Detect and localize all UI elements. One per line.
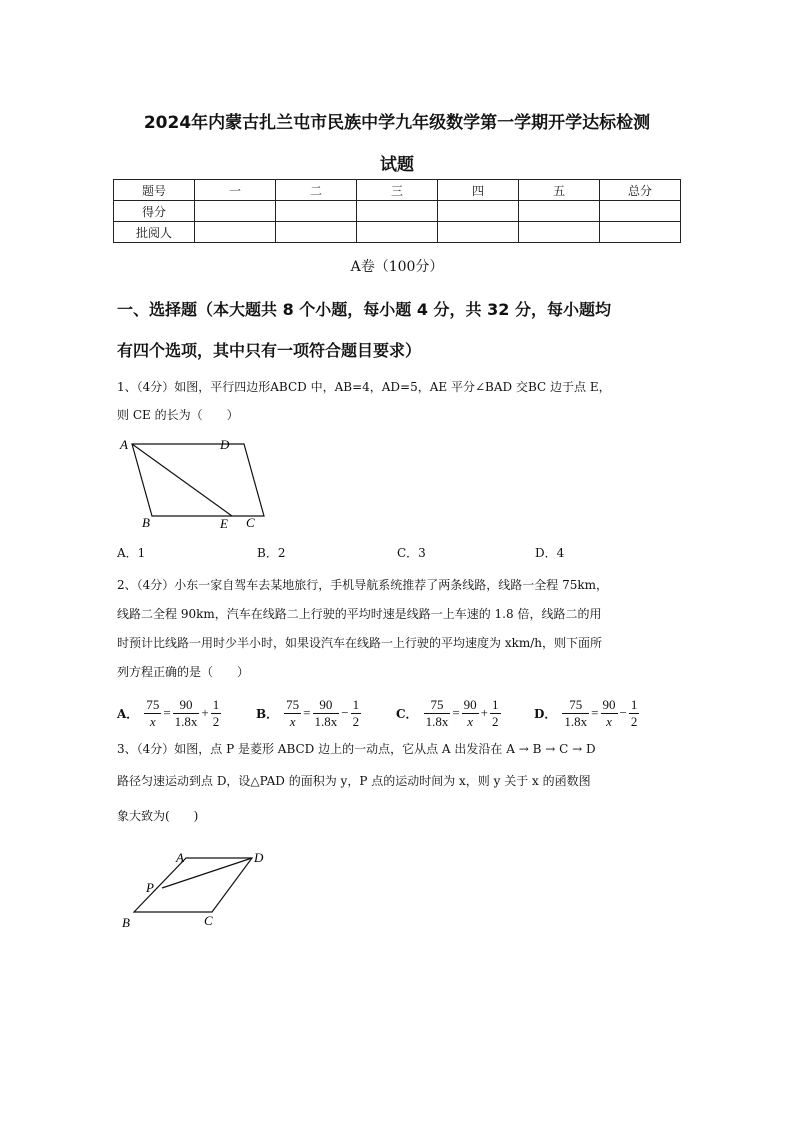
score-cell[interactable]: [276, 201, 357, 222]
score-header-cell: 三: [357, 180, 438, 201]
q3-label-P: P: [146, 880, 154, 895]
q1-option-b[interactable]: B．2: [257, 546, 286, 560]
q2-option-label: A．: [117, 706, 139, 721]
q2-text-line1: 2、（4分）小东一家自驾车去某地旅行，手机导航系统推荐了两条线路，线路一全程 75km，: [117, 578, 609, 592]
q1-option-a[interactable]: A．1: [117, 546, 146, 560]
fraction: $\frac{1}{2}$: [212, 696, 220, 729]
q3-text-line2: 路径匀速运动到点 D，设△PAD 的面积为 y，P 点的运动时间为 x，则 y 关于 x 的函数图: [117, 774, 591, 788]
score-header-cell: 四: [438, 180, 519, 201]
score-cell[interactable]: [195, 222, 276, 243]
q2-option-b[interactable]: B． $\frac{75}{x}$ = $\frac{90}{1.8x}$ − $\frac{1}{2}$: [256, 696, 360, 729]
section-heading-line1: 一、选择题（本大题共 8 个小题，每小题 4 分，共 32 分，每小题均: [117, 300, 611, 319]
score-cell[interactable]: [438, 201, 519, 222]
q3-label-C: C: [204, 913, 213, 928]
q1-label-E: E: [220, 516, 228, 531]
score-header-cell: 一: [195, 180, 276, 201]
q3-label-D: D: [254, 850, 264, 865]
q2-option-label: D．: [534, 706, 557, 721]
score-header-cell: 题号: [114, 180, 195, 201]
q2-option-label: C．: [396, 706, 418, 721]
fraction: $\frac{90}{x}$: [602, 696, 616, 729]
q1-label-B: B: [142, 515, 150, 530]
q3-text-line1: 3、（4分）如图，点 P 是菱形 ABCD 边上的一动点，它从点 A 出发沿在 A → B → C → D: [117, 742, 596, 756]
score-cell[interactable]: [357, 201, 438, 222]
q3-text-line3: 象大致为( ): [117, 809, 199, 823]
fraction: $\frac{75}{1.8x}$: [425, 696, 449, 729]
document-title-line1: 2024年内蒙古扎兰屯市民族中学九年级数学第一学期开学达标检测: [143, 113, 651, 133]
score-table: [113, 179, 681, 243]
score-header-cell: 总分: [600, 180, 681, 201]
score-cell[interactable]: [357, 222, 438, 243]
document-title-line2: 试题: [380, 155, 414, 175]
q2-option-a[interactable]: A． $\frac{75}{x}$ = $\frac{90}{1.8x}$ + $\frac{1}{2}$: [117, 696, 220, 729]
fraction: $\frac{75}{x}$: [286, 696, 300, 729]
score-table-row: [114, 222, 681, 243]
q1-option-c[interactable]: C．3: [397, 546, 426, 560]
q1-label-D: D: [220, 437, 230, 452]
score-cell[interactable]: [519, 222, 600, 243]
q1-label-A: A: [120, 437, 128, 452]
score-cell[interactable]: [276, 222, 357, 243]
score-cell[interactable]: [600, 201, 681, 222]
volume-title: A卷（100分）: [350, 259, 444, 275]
fraction: $\frac{1}{2}$: [352, 696, 360, 729]
q1-text-line2: 则 CE 的长为（ ）: [117, 408, 239, 422]
q2-option-c[interactable]: C． $\frac{75}{1.8x}$ = $\frac{90}{x}$ + $\frac{1}{2}$: [396, 696, 499, 729]
q3-label-A: A: [176, 850, 184, 865]
q1-option-d[interactable]: D．4: [535, 546, 565, 560]
section-heading-line2: 有四个选项，其中只有一项符合题目要求）: [117, 341, 422, 360]
score-header-cell: 五: [519, 180, 600, 201]
fraction: $\frac{90}{1.8x}$: [314, 696, 338, 729]
score-header-cell: 二: [276, 180, 357, 201]
q3-rhombus-figure: [112, 845, 282, 937]
score-row-label: 批阅人: [114, 222, 195, 243]
score-table-row: [114, 201, 681, 222]
fraction: $\frac{90}{x}$: [463, 696, 477, 729]
q2-text-line3: 时预计比线路一用时少半小时，如果设汽车在线路一上行驶的平均速度为 xkm/h，则下面所: [117, 636, 603, 650]
q1-parallelogram-figure: [110, 432, 270, 532]
score-table-header-row: [114, 180, 681, 201]
q1-text-line1: 1、（4分）如图，平行四边形ABCD 中，AB=4，AD=5，AE 平分∠BAD 交BC 边于点 E，: [117, 380, 611, 394]
q2-text-line2: 线路二全程 90km，汽车在线路二上行驶的平均时速是线路一上车速的 1.8 倍，线路二的用: [117, 607, 602, 621]
score-cell[interactable]: [195, 201, 276, 222]
q2-option-label: B．: [256, 706, 279, 721]
score-cell[interactable]: [519, 201, 600, 222]
q2-text-line4: 列方程正确的是（ ）: [117, 665, 250, 679]
fraction: $\frac{75}{x}$: [146, 696, 160, 729]
q3-label-B: B: [122, 915, 130, 930]
fraction: $\frac{1}{2}$: [492, 696, 499, 729]
score-cell[interactable]: [600, 222, 681, 243]
fraction: $\frac{90}{1.8x}$: [174, 696, 198, 729]
q2-option-d[interactable]: D． $\frac{75}{1.8x}$ = $\frac{90}{x}$ − $\frac{1}{2}$: [534, 696, 638, 729]
score-row-label: 得分: [114, 201, 195, 222]
fraction: $\frac{75}{1.8x}$: [564, 696, 588, 729]
fraction: $\frac{1}{2}$: [630, 696, 638, 729]
q1-label-C: C: [246, 515, 255, 530]
score-cell[interactable]: [438, 222, 519, 243]
